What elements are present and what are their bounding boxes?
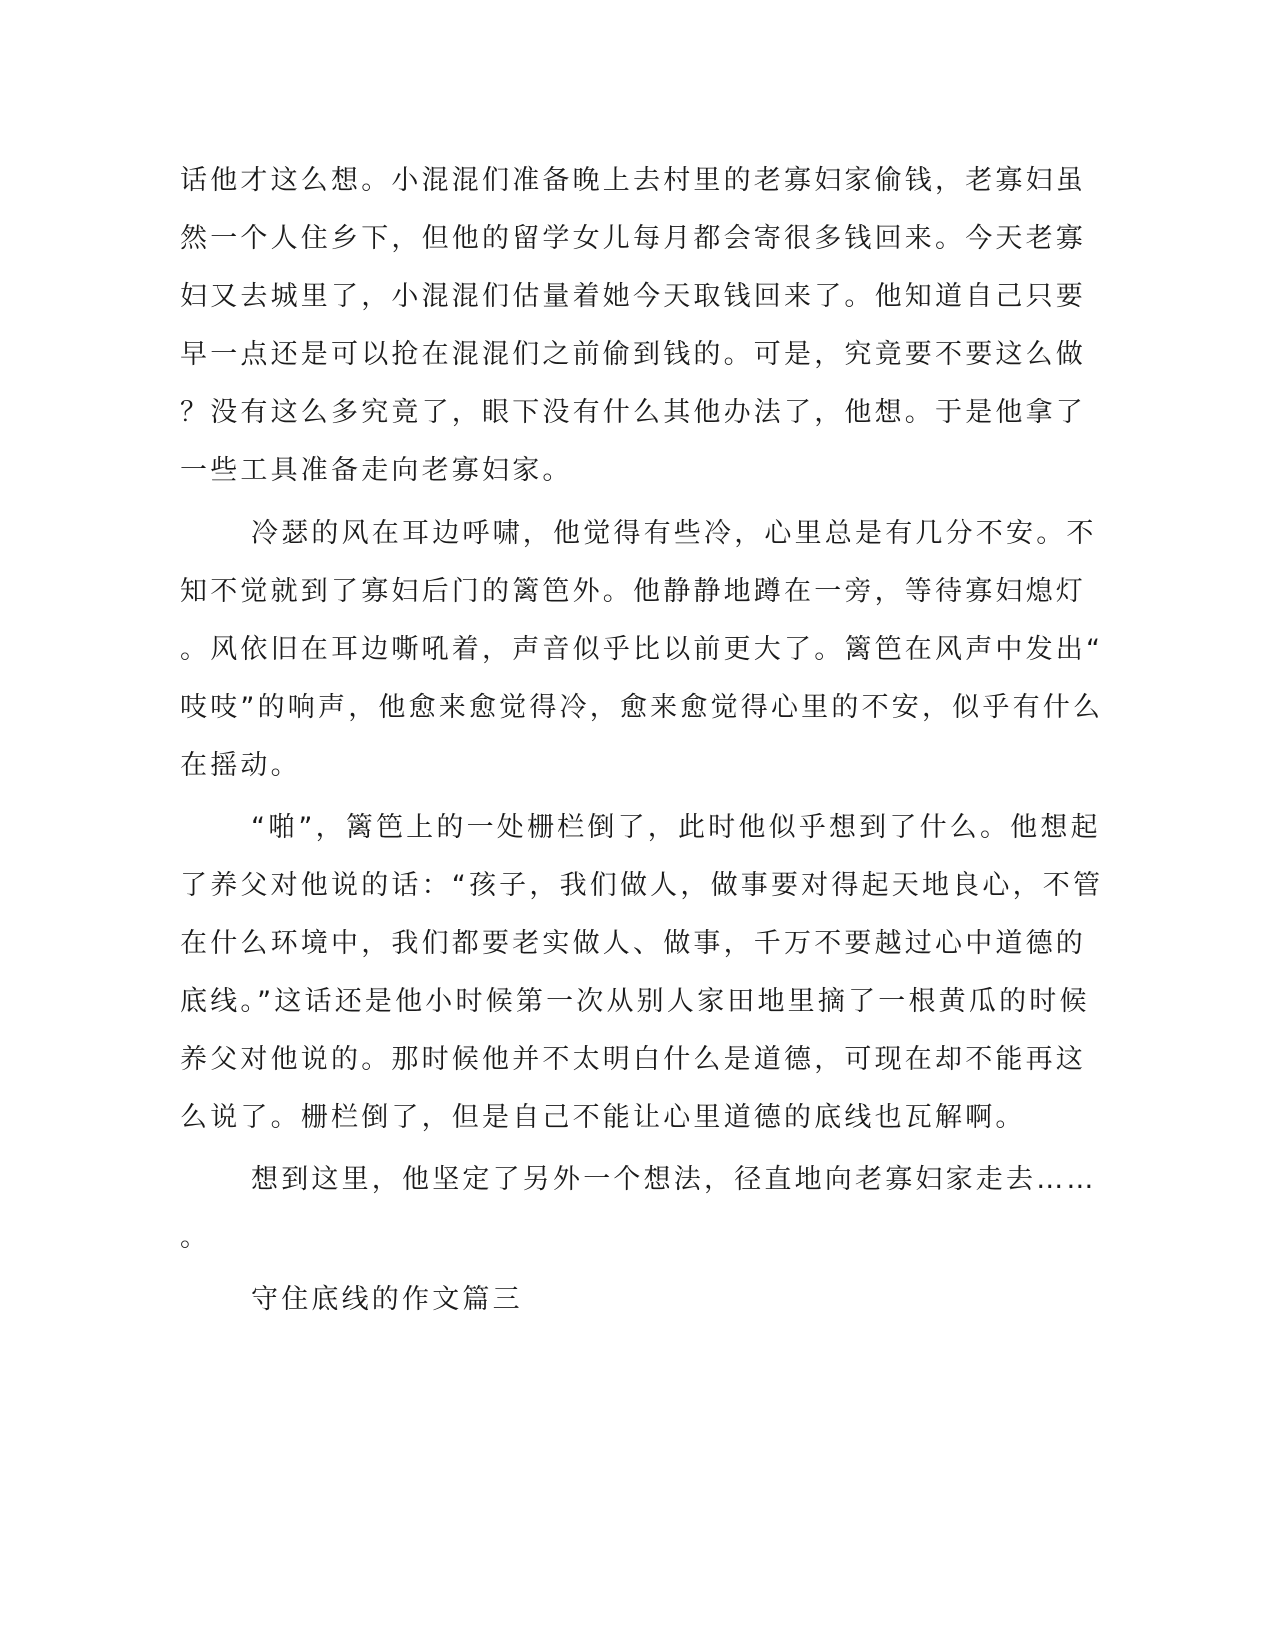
text-line: 吱吱”的响声，他愈来愈觉得冷，愈来愈觉得心里的不安，似乎有什么: [180, 692, 1104, 723]
text-line: 知不觉就到了寡妇后门的篱笆外。他静静地蹲在一旁，等待寡妇熄灯: [180, 576, 1086, 607]
text-line: 。: [180, 1222, 211, 1253]
text-line: 底线。”这话还是他小时候第一次从别人家田地里摘了一根黄瓜的时候: [180, 986, 1090, 1017]
text-line: 么说了。栅栏倒了，但是自己不能让心里道德的底线也瓦解啊。: [180, 1102, 1026, 1133]
text-line: 在什么环境中，我们都要老实做人、做事，千万不要越过心中道德的: [180, 928, 1086, 959]
paragraph-start-line: 想到这里，他坚定了另外一个想法，径直地向老寡妇家走去……: [251, 1164, 1097, 1195]
text-line: 一些工具准备走向老寡妇家。: [180, 455, 573, 486]
text-line: ？没有这么多究竟了，眼下没有什么其他办法了，他想。于是他拿了: [180, 397, 1086, 428]
paragraph-start-line: “啪”，篱笆上的一处栅栏倒了，此时他似乎想到了什么。他想起: [251, 812, 1101, 843]
text-line: 了养父对他说的话：“孩子，我们做人，做事要对得起天地良心，不管: [180, 870, 1104, 901]
section-heading: 守住底线的作文篇三: [251, 1284, 523, 1315]
paragraph-start-line: 冷瑟的风在耳边呼啸，他觉得有些冷，心里总是有几分不安。不: [251, 518, 1097, 549]
text-line: 然一个人住乡下，但他的留学女儿每月都会寄很多钱回来。今天老寡: [180, 223, 1086, 254]
text-line: 在摇动。: [180, 750, 301, 781]
text-line: 妇又去城里了，小混混们估量着她今天取钱回来了。他知道自己只要: [180, 281, 1086, 312]
text-line: 早一点还是可以抢在混混们之前偷到钱的。可是，究竟要不要这么做: [180, 339, 1086, 370]
text-line: 养父对他说的。那时候他并不太明白什么是道德，可现在却不能再这: [180, 1044, 1086, 1075]
text-line: 话他才这么想。小混混们准备晚上去村里的老寡妇家偷钱，老寡妇虽: [180, 165, 1086, 196]
text-line: 。风依旧在耳边嘶吼着，声音似乎比以前更大了。篱笆在风声中发出“: [180, 634, 1104, 665]
